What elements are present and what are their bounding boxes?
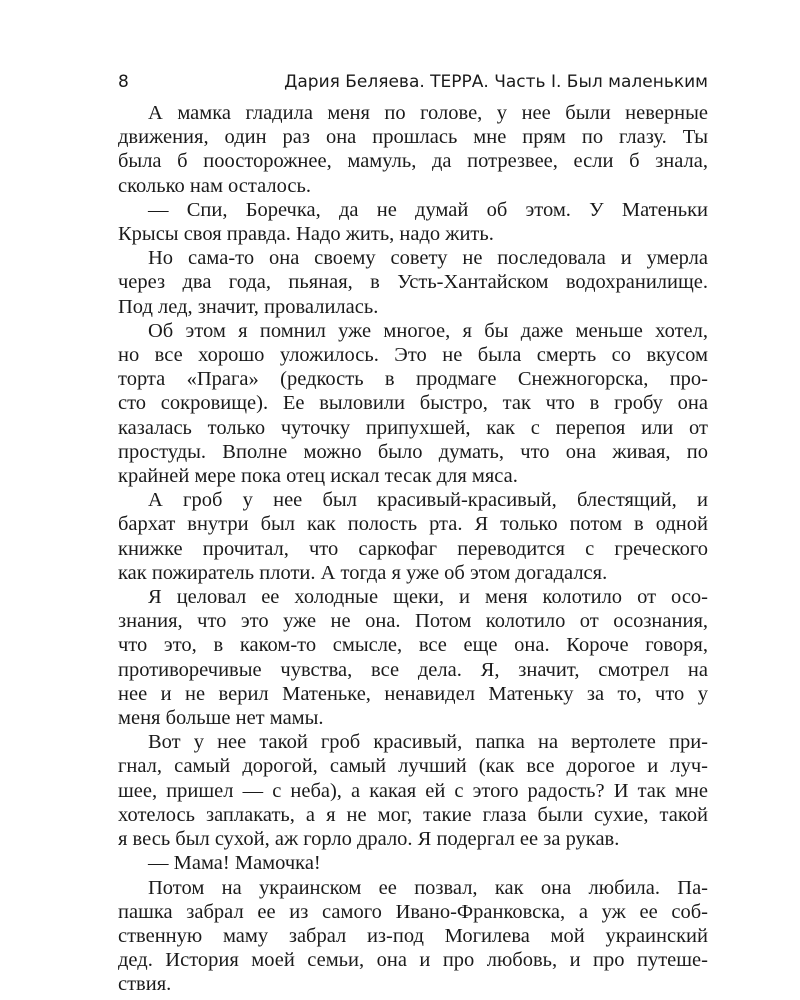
text-line: нее и не верил Матеньке, ненавидел Матеньку за то, что у	[118, 682, 708, 705]
body-text	[118, 101, 708, 997]
text-line: шее, пришел — с неба), а какая ей с этого радость? И так мне	[118, 779, 708, 802]
text-line: Потом на украинском ее позвал, как она любила. Па-	[148, 876, 708, 899]
paragraph	[118, 585, 708, 730]
text-line: — Спи, Боречка, да не думай об этом. У Матеньки	[148, 198, 708, 221]
text-line: ственную маму забрал из-под Могилева мой украинский	[118, 924, 708, 947]
text-line: казалась только чуточку припухшей, как с перепоя или от	[118, 416, 708, 439]
text-line: книжке прочитал, что саркофаг переводится с греческого	[118, 537, 708, 560]
text-line: хотелось заплакать, а я не мог, такие глаза были сухие, такой	[118, 803, 708, 826]
text-line: дед. История моей семьи, она и про любовь, и про путеше-	[118, 949, 708, 972]
text-line: Но сама-то она своему совету не последовала и умерла	[148, 247, 708, 270]
running-title: Дария Беляева. ТЕРРА. Часть I. Был маленьким	[284, 72, 708, 92]
text-line: как пожиратель плоти. А тогда я уже об этом догадался.	[118, 561, 608, 584]
paragraph	[118, 730, 708, 851]
paragraph	[118, 319, 708, 488]
paragraph	[118, 488, 708, 585]
text-line: крайней мере пока отец искал тесак для мяса.	[118, 465, 518, 488]
text-line: Вот у нее такой гроб красивый, папка на вертолете при-	[148, 731, 708, 754]
text-line: простуды. Вполне можно было думать, что она живая, по	[118, 440, 708, 463]
text-line: меня больше нет мамы.	[118, 707, 324, 730]
text-line: я весь был сухой, аж горло драло. Я подергал ее за рукав.	[118, 828, 620, 851]
text-line: сколько нам осталось.	[118, 174, 311, 197]
text-line: торта «Прага» (редкость в продмаге Снежногорска, про-	[118, 368, 708, 391]
text-line: что это, в каком-то смысле, все еще она. Короче говоря,	[118, 634, 708, 657]
paragraph	[118, 876, 708, 997]
paragraph	[118, 246, 708, 319]
text-line: знания, что это уже не она. Потом колотило от осознания,	[118, 610, 708, 633]
text-line: Я целовал ее холодные щеки, и меня колотило от осо-	[148, 586, 708, 609]
text-line: была б поосторожнее, мамуль, да потрезвее, если б знала,	[118, 150, 708, 173]
paragraph	[118, 851, 708, 875]
page-number: 8	[118, 72, 129, 92]
text-line: Крысы своя правда. Надо жить, надо жить.	[118, 223, 494, 246]
text-line: противоречивые чувства, все дела. Я, значит, смотрел на	[118, 658, 708, 681]
text-line: А мамка гладила меня по голове, у нее были неверные	[148, 102, 708, 124]
paragraph	[118, 198, 708, 246]
text-line: А гроб у нее был красивый-красивый, блестящий, и	[148, 489, 708, 512]
text-line: ствия.	[118, 973, 172, 996]
running-head	[118, 70, 708, 94]
text-line: Под лед, значит, провалилась.	[118, 295, 379, 318]
text-line: — Мама! Мамочка!	[148, 852, 321, 875]
text-line: пашка забрал ее из самого Ивано-Франковска, а уж ее соб-	[118, 900, 708, 923]
text-line: но все хорошо уложилось. Это не была смерть со вкусом	[118, 344, 708, 367]
text-line: Об этом я помнил уже многое, я бы даже меньше хотел,	[148, 319, 708, 342]
paragraph	[118, 101, 708, 198]
text-line: сто сокровище). Ее выловили быстро, так что в гробу она	[118, 392, 708, 415]
text-line: через два года, пьяная, в Усть-Хантайском водохранилище.	[118, 271, 708, 294]
text-line: бархат внутри был как полость рта. Я только потом в одной	[118, 513, 708, 536]
text-line: гнал, самый дорогой, самый лучший (как все дорогое и луч-	[118, 755, 708, 778]
text-line: движения, один раз она прошлась мне прям по глазу. Ты	[118, 126, 708, 149]
